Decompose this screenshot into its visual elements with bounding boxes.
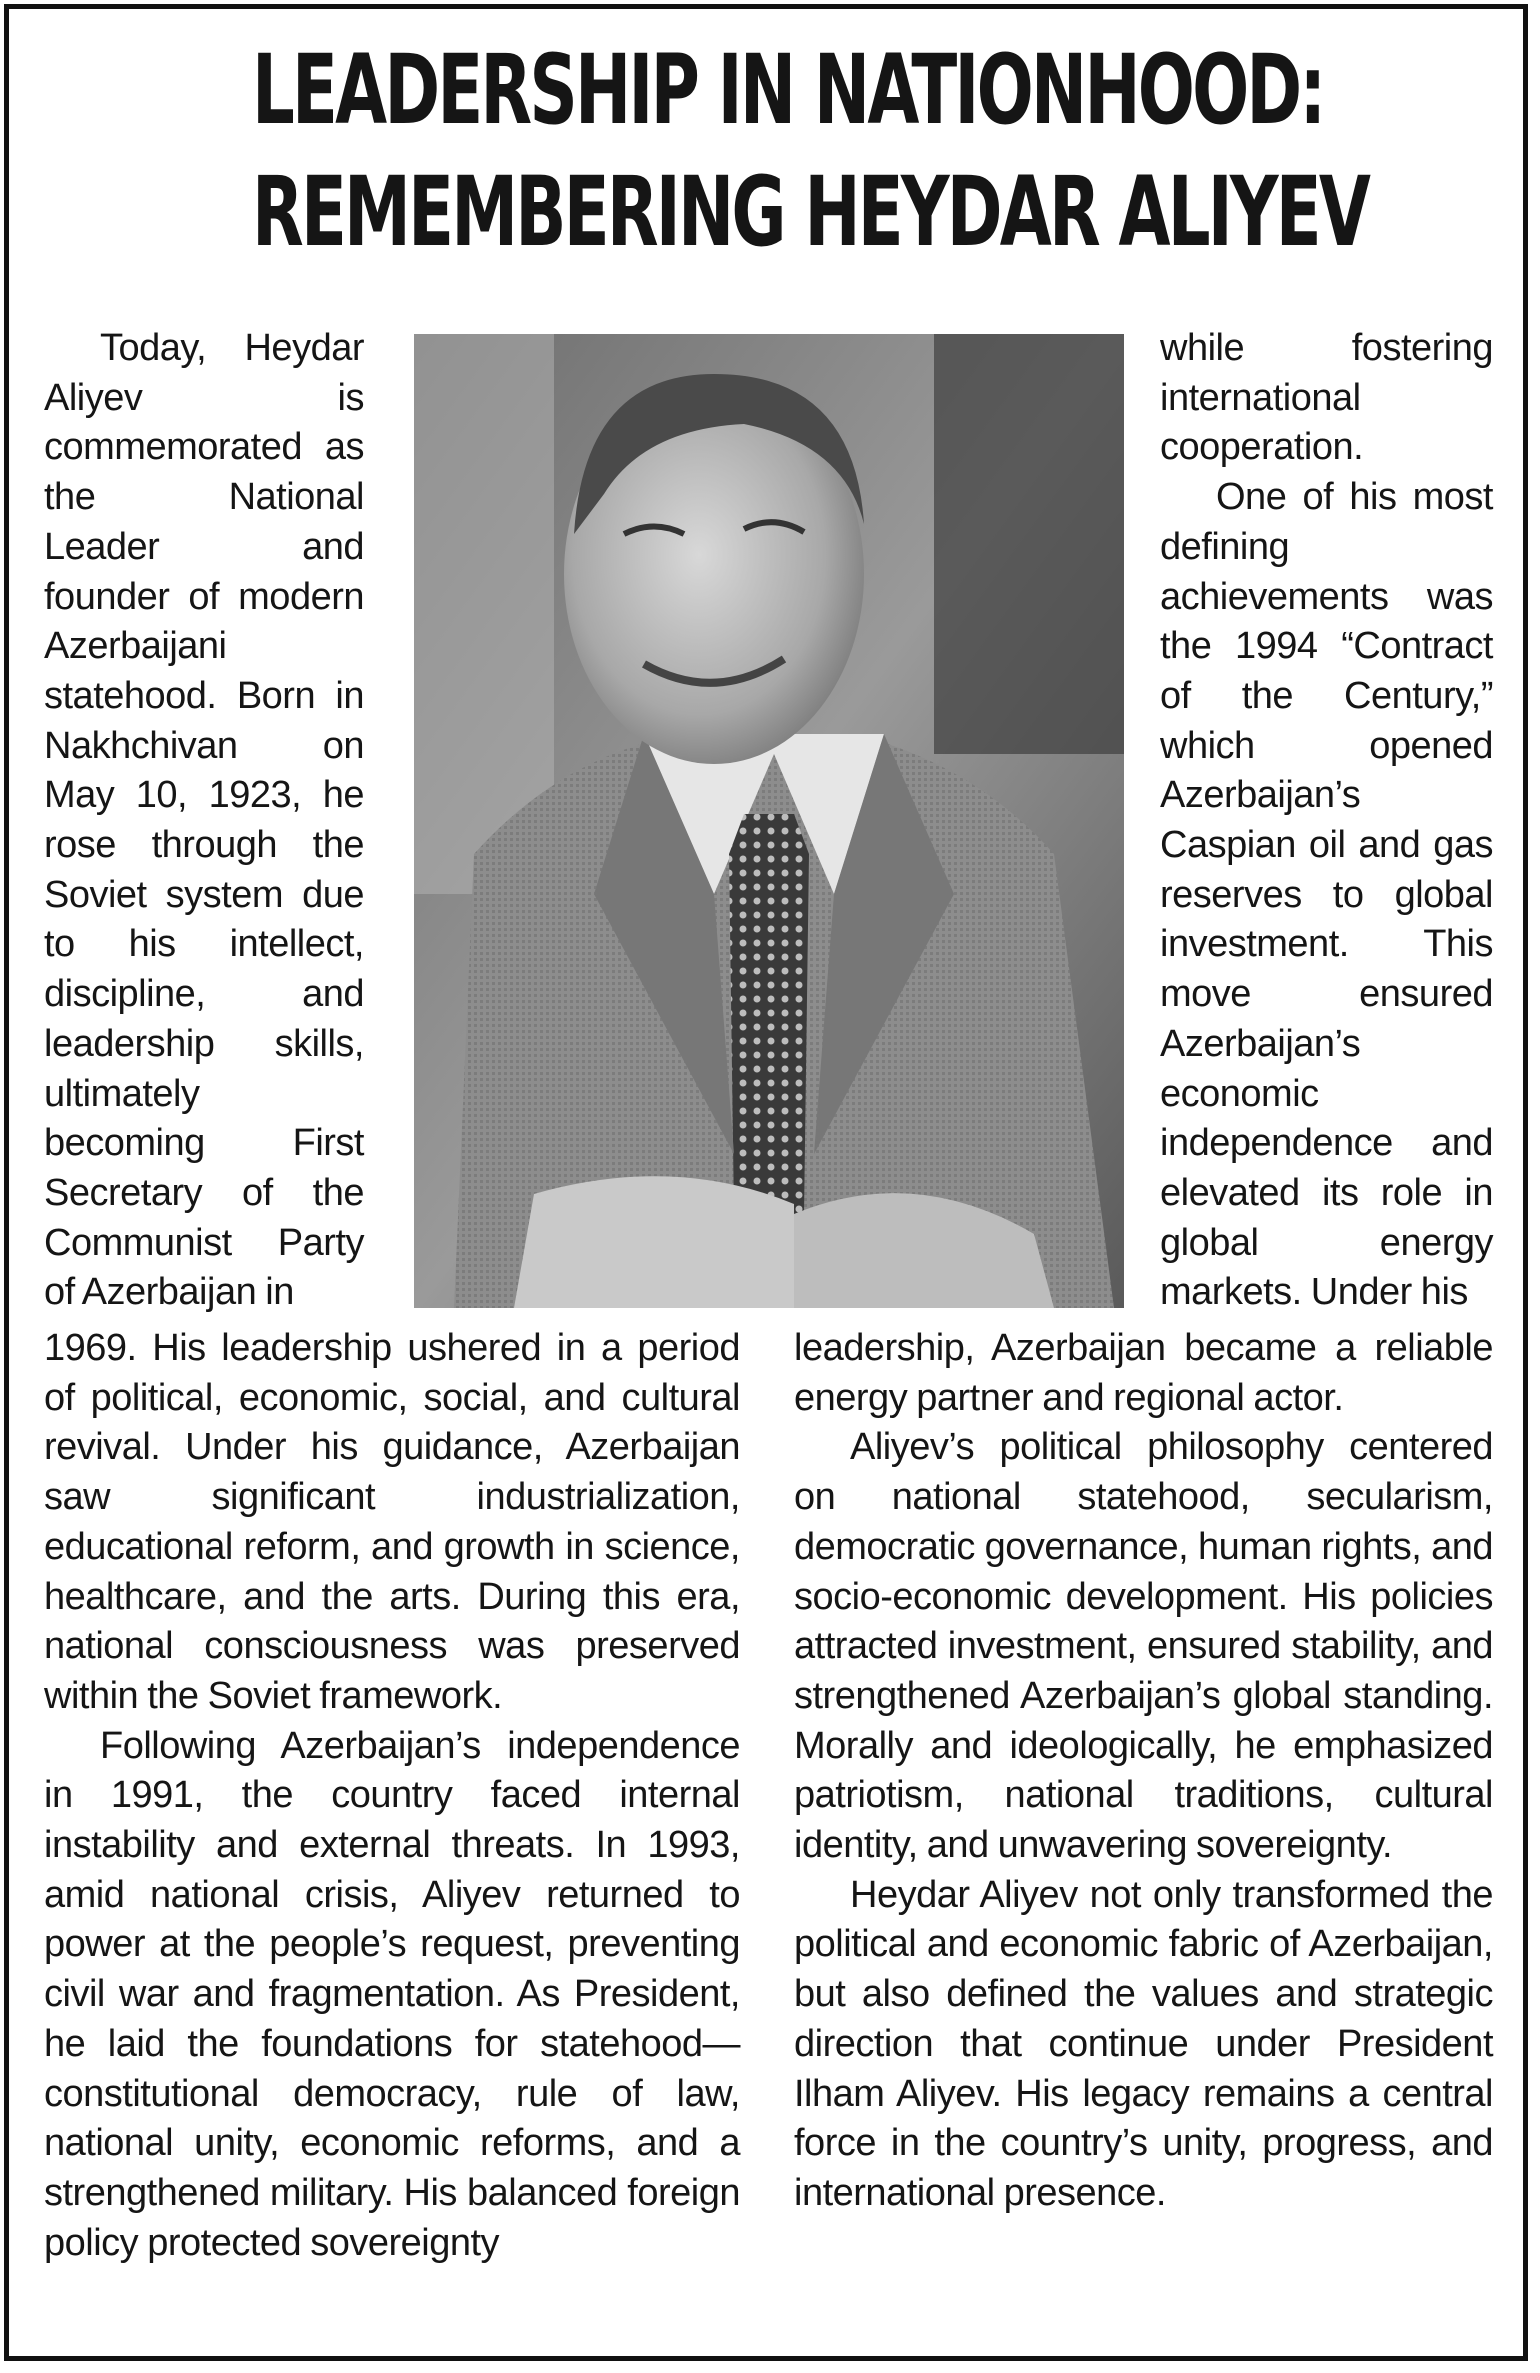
headline-line-2: REMEMBERING HEYDAR ALIYEV — [252, 156, 1369, 268]
article-paragraph: Following Azerbaijan’s independence in 1991, the country faced internal instability and external threats. In 1993, amid national crisis, Aliyev returned to power at the people’s request, preventing civil war and fragmentation. As President, he laid the foundations for statehood—constitutional democracy, rule of law, national unity, economic reforms, and a strengthened military. His balanced foreign policy protected sovereignty — [44, 1724, 740, 2264]
portrait-image — [414, 334, 1124, 1308]
article-paragraph: 1969. His leadership ushered in a period of political, economic, social, and cultural revival. Under his guidance, Azerbaijan saw significant industrialization, educational reform, and growth in science, healthcare, and the arts. During this era, national consciousness was preserved within the Soviet framework. — [44, 1327, 740, 1717]
article-left-top-column — [44, 324, 364, 1318]
article-left-bottom-column — [44, 1324, 740, 2268]
headline-line-1: LEADERSHIP IN NATIONHOOD: — [252, 34, 1324, 146]
article-paragraph: Today, Heydar Aliyev is commemorated as the National Leader and founder of modern Azerbaijani statehood. Born in Nakhchivan on May 10, 1923, he rose through the Soviet system due to his intellect, discipline, and leadership skills, ultimately becoming First Secretary of the Communist Party of Azerbaijan in — [44, 327, 364, 1314]
article-paragraph: while fostering international cooperation. — [1160, 327, 1493, 469]
article-paragraph: leadership, Azerbaijan became a reliable energy partner and regional actor. — [794, 1327, 1493, 1419]
portrait-photo — [414, 334, 1124, 1308]
article-right-top-column — [1160, 324, 1493, 1318]
article-paragraph: Aliyev’s political philosophy centered on national statehood, secularism, democratic governance, human rights, and socio-economic development. His policies attracted investment, ensured stability, and strengthened Azerbaijan’s global standing. Morally and ideologically, he emphasized patriotism, national traditions, cultural identity, and unwavering sovereignty. — [794, 1426, 1493, 1867]
article-right-bottom-column — [794, 1324, 1493, 2219]
article-paragraph: One of his most defining achievements was the 1994 “Contract of the Century,” which opened Azerbaijan’s Caspian oil and gas reserves to global investment. This move ensured Azerbaijan’s economic independence and elevated its role in global energy markets. Under his — [1160, 476, 1493, 1314]
article-paragraph: Heydar Aliyev not only transformed the political and economic fabric of Azerbaijan, but also defined the values and strategic direction that continue under President Ilham Aliyev. His legacy remains a central force in the country’s unity, progress, and international presence. — [794, 1873, 1493, 2214]
